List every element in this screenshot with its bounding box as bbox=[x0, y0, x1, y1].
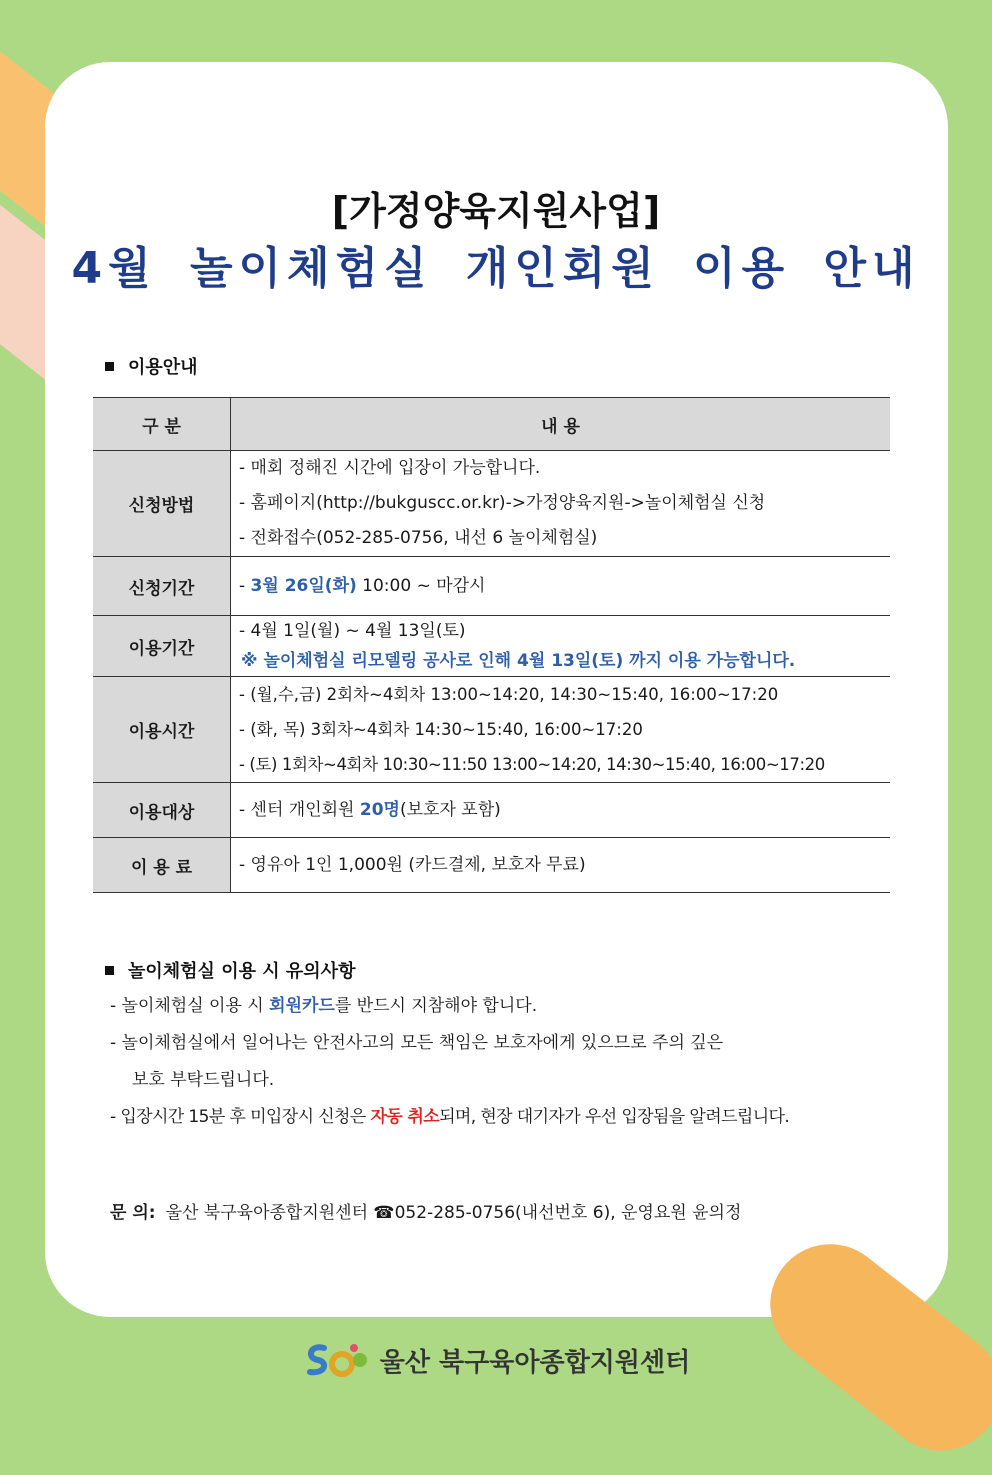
page-subtitle: [가정양육지원사업] bbox=[331, 189, 661, 233]
footer-org: 울산 북구육아종합지원센터 bbox=[0, 1340, 992, 1387]
row-line: - 매회 정해진 시간에 입장이 가능합니다. bbox=[239, 458, 541, 478]
inquiry-line bbox=[110, 1198, 741, 1223]
center-logo-icon bbox=[302, 1340, 372, 1387]
header-content: 내 용 bbox=[231, 398, 891, 451]
header-category: 구 분 bbox=[93, 398, 231, 451]
list-item-continued: 보호 부탁드립니다. bbox=[132, 1070, 275, 1090]
table-header-row bbox=[93, 398, 890, 451]
page-title: 4월 놀이체험실 개인회원 이용 안내 bbox=[71, 243, 921, 294]
row-label: 이용대상 bbox=[93, 783, 231, 838]
usage-table bbox=[93, 397, 890, 893]
table-row: 이용시간 - (월,수,금) 2회차~4회차 13:00~14:20, 14:30~15:40, 16:00~17:20 - (화, 목) 3회차~4회차 14:30~15:40, 16:00~17:20 - (토) 1회차~4회차 10:30~11:50 13:00~14:20, 14:30~15:40, 16:00~17:20 bbox=[93, 677, 890, 783]
row-label: 이 용 료 bbox=[93, 838, 231, 893]
table-row bbox=[93, 451, 890, 557]
list-item: - 입장시간 15분 후 미입장시 신청은 자동 취소되며, 현장 대기자가 우선 입장됨을 알려드립니다. bbox=[110, 1107, 790, 1127]
remodel-notice: ※ 놀이체험실 리모델링 공사로 인해 4월 13일(토) 까지 이용 가능합니다. bbox=[241, 651, 796, 671]
apply-start-date: 3월 26일(화) bbox=[250, 575, 357, 596]
table-row: 이용기간 - 4월 1일(월) ~ 4월 13일(토) ※ 놀이체험실 리모델링 공사로 인해 4월 13일(토) 까지 이용 가능합니다. bbox=[93, 616, 890, 677]
square-bullet-icon bbox=[105, 362, 114, 371]
list-item: - 놀이체험실에서 일어나는 안전사고의 모든 책임은 보호자에게 있으므로 주의 깊은 bbox=[110, 1033, 724, 1053]
table-row: 이용대상 - 센터 개인회원 20명(보호자 포함) bbox=[93, 783, 890, 838]
inquiry-label: 문 의: bbox=[110, 1203, 156, 1223]
list-item: - 놀이체험실 이용 시 회원카드를 반드시 지참해야 합니다. bbox=[110, 996, 538, 1016]
row-label: 이용기간 bbox=[93, 616, 231, 677]
row-label: 신청방법 bbox=[93, 451, 231, 557]
table-row: 신청기간 - 3월 26일(화) 10:00 ~ 마감시 bbox=[93, 557, 890, 616]
row-line: - 홈페이지(http://bukguscc.or.kr)->가정양육지원->놀이체험실 신청 bbox=[239, 493, 766, 513]
row-label: 신청기간 bbox=[93, 557, 231, 616]
inquiry-text: 울산 북구육아종합지원센터 ☎052-285-0756(내선번호 6), 운영요원 윤의정 bbox=[165, 1203, 742, 1223]
section-heading-usage: 이용안내 bbox=[105, 353, 198, 379]
square-bullet-icon bbox=[105, 966, 114, 975]
section-heading-cautions: 놀이체험실 이용 시 유의사항 bbox=[105, 957, 355, 983]
row-label: 이용시간 bbox=[93, 677, 231, 783]
capacity: 20명 bbox=[359, 799, 400, 820]
table-row: 이 용 료 - 영유아 1인 1,000원 (카드결제, 보호자 무료) bbox=[93, 838, 890, 893]
row-line: - 전화접수(052-285-0756, 내선 6 놀이체험실) bbox=[239, 528, 598, 548]
cautions-list bbox=[110, 988, 789, 1136]
